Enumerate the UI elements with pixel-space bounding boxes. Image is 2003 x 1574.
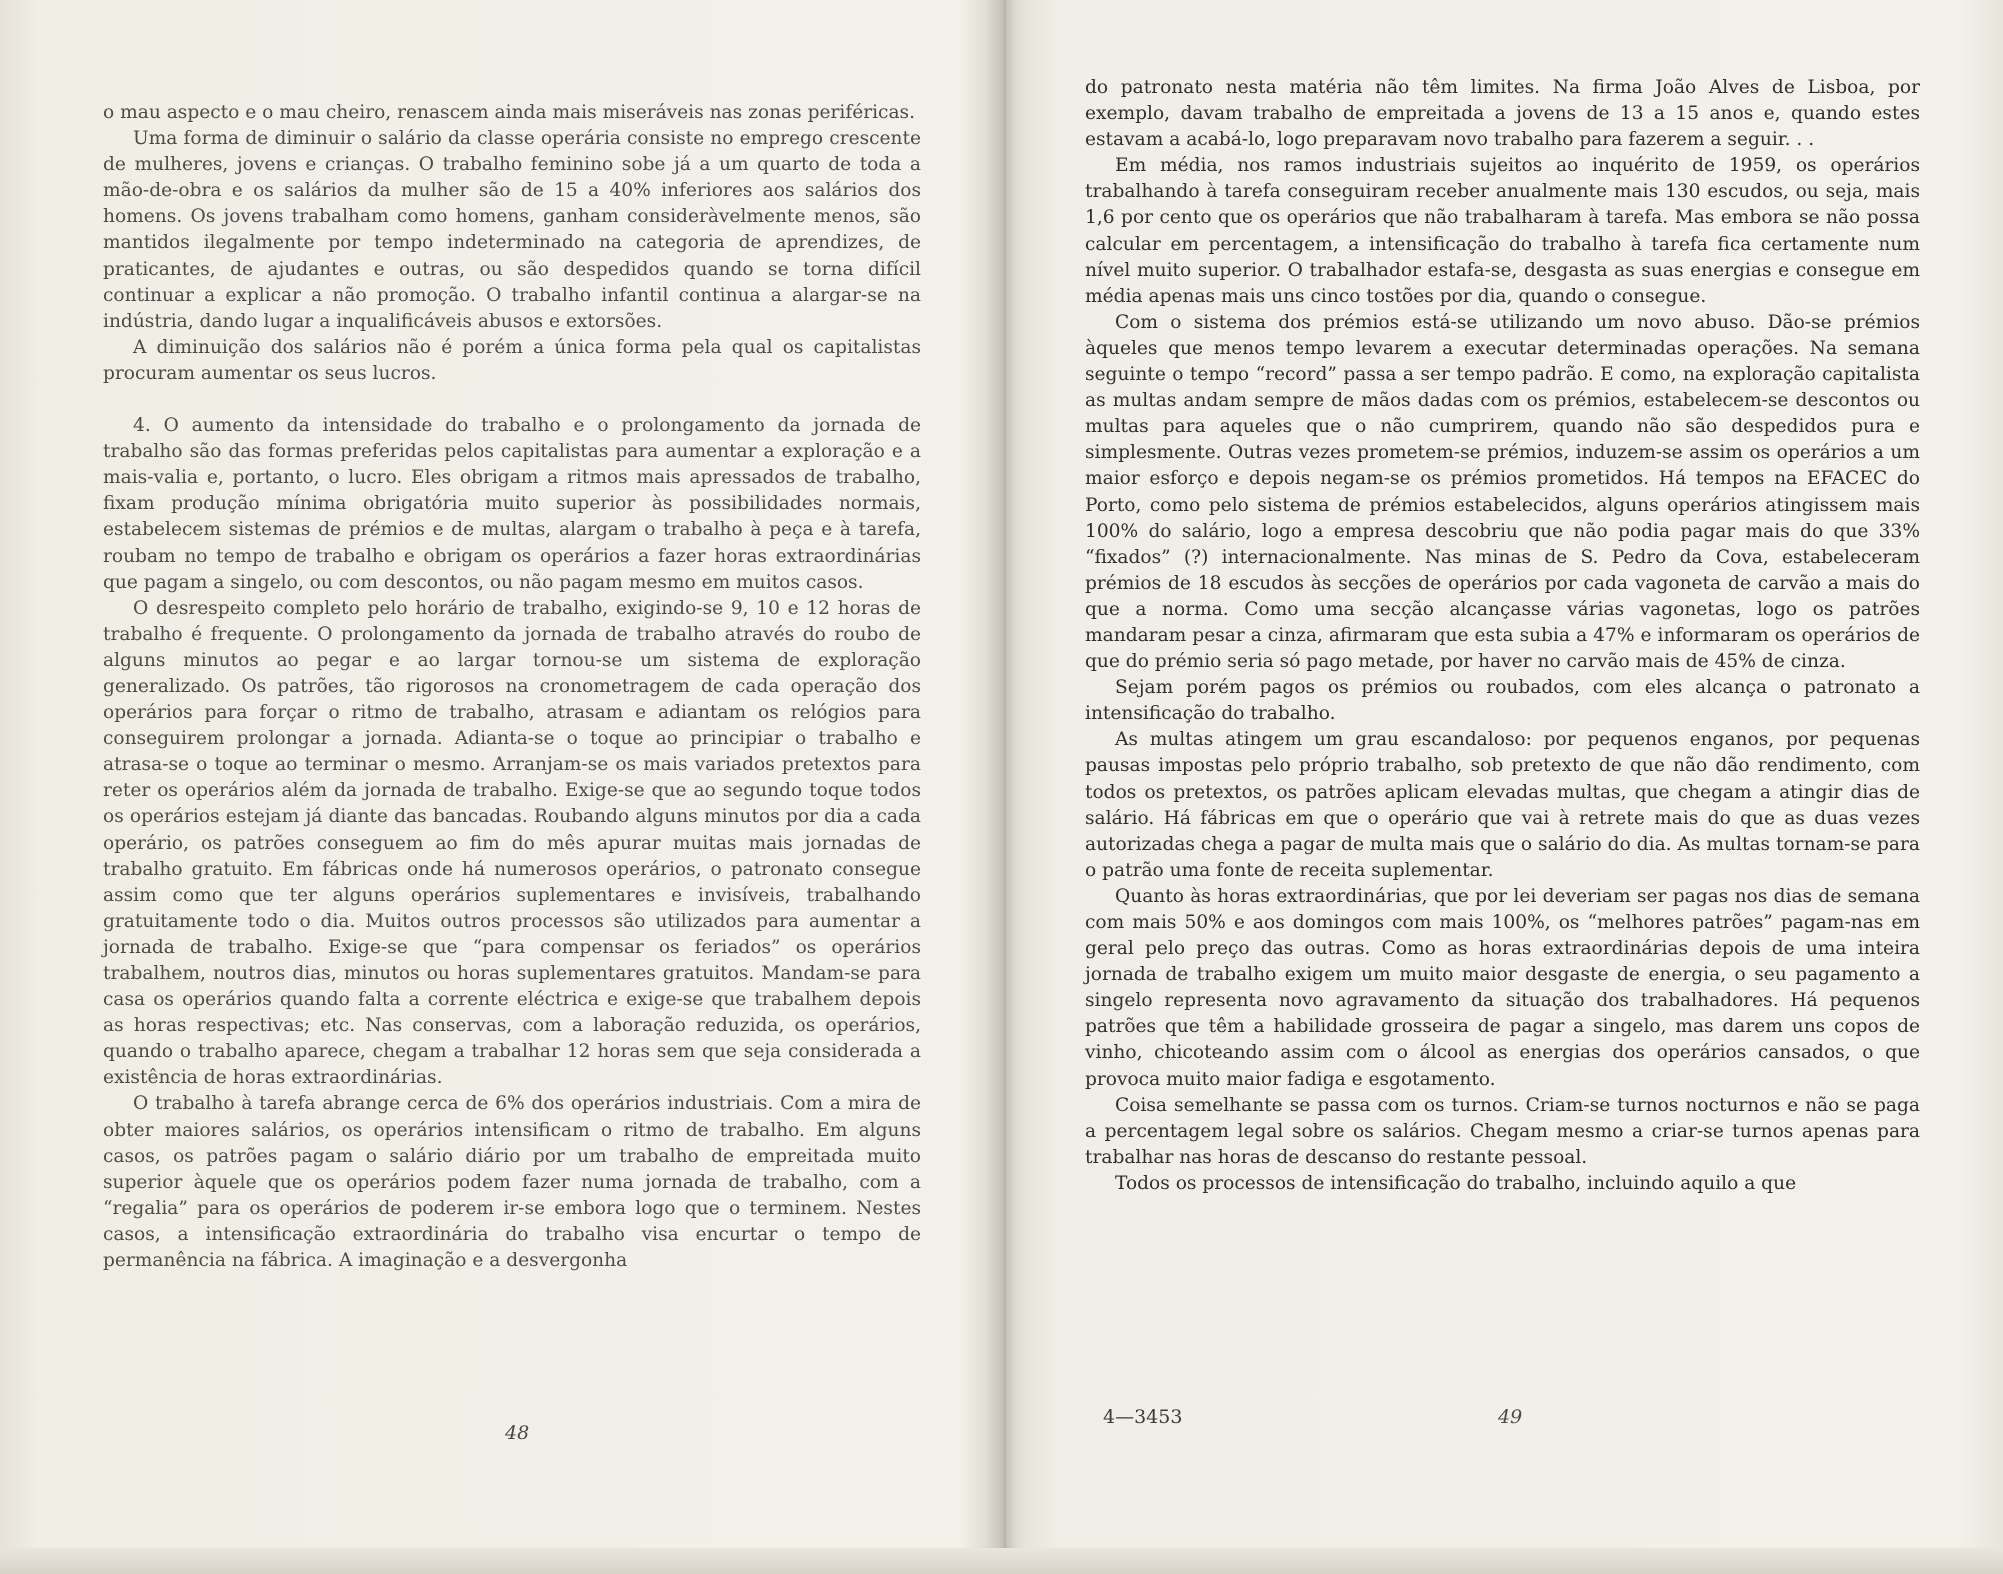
page-edge xyxy=(0,1548,2003,1574)
paragraph: Uma forma de diminuir o salário da classe operária consiste no emprego crescente de mulheres, jovens e crianças. O trabalho feminino sobe já a um quarto de toda a mão-de-obra e os salários da mulher são de 15 a 40% inferiores aos salários dos homens. Os jovens trabalham como homens, ganham consideràvelmente menos, são mantidos ilegalmente por tempo indeterminado na categoria de aprendizes, de praticantes, de ajudantes e outras, ou são despedidos quando se torna difícil continuar a explicar a não promoção. O trabalho infantil continua a alargar-se na indústria, dando lugar a inqualificáveis abusos e extorsões. xyxy=(103,128,921,332)
paragraph: Sejam porém pagos os prémios ou roubados, com eles alcança o patronato a intensificação do trabalho. xyxy=(1085,677,1920,725)
page-number: 48 xyxy=(505,1422,530,1444)
page-number: 49 xyxy=(1498,1406,1523,1428)
signature-mark: 4—3453 xyxy=(1103,1406,1183,1428)
left-page-text xyxy=(103,100,921,1274)
paragraph: O desrespeito completo pelo horário de trabalho, exigindo-se 9, 10 e 12 horas de trabalho é frequente. O prolongamento da jornada de trabalho através do roubo de alguns minutos ao pegar e ao largar tornou-se um sistema de exploração generalizado. Os patrões, tão rigorosos na cronometragem de cada operação dos operários para forçar o ritmo de trabalho, atrasam e adiantam os relógios para conseguirem prolongar a jornada. Adianta-se o toque ao principiar o trabalho e atrasa-se o toque ao terminar o mesmo. Arranjam-se os mais variados pretextos para reter os operários além da jornada de trabalho. Exige-se que ao segundo toque todos os operários estejam já diante das bancadas. Roubando alguns minutos por dia a cada operário, os patrões conseguem ao fim do mês apurar muitas mais jornadas de trabalho gratuito. Em fábricas onde há numerosos operários, o patronato consegue assim como que ter alguns operários suplementares e invisíveis, trabalhando gratuitamente todo o dia. Muitos outros processos são utilizados para aumentar a jornada de trabalho. Exige-se que “para compensar os feriados” os operários trabalhem, noutros dias, minutos ou horas suplementares gratuitos. Mandam-se para casa os operários quando falta a corrente eléctrica e exige-se que trabalhem depois as horas respectivas; etc. Nas conservas, com a laboração reduzida, os operários, quando o trabalho aparece, chegam a trabalhar 12 horas sem que seja considerada a existência de horas extraordinárias. xyxy=(103,597,921,1089)
paragraph: A diminuição dos salários não é porém a única forma pela qual os capitalistas procuram aumentar os seus lucros. xyxy=(103,336,921,384)
paragraph: Coisa semelhante se passa com os turnos. Criam-se turnos nocturnos e não se paga a percentagem legal sobre os salários. Chegam mesmo a criar-se turnos apenas para trabalhar nas horas de descanso do restante pessoal. xyxy=(1085,1094,1920,1168)
paragraph: As multas atingem um grau escandaloso: por pequenos enganos, por pequenas pausas impostas pelo próprio trabalho, sob pretexto de que não dão rendimento, com todos os pretextos, os patrões aplicam elevadas multas, que chegam a atingir dias de salário. Há fábricas em que o operário que vai à retrete mais do que as duas vezes autorizadas chega a pagar de multa mais que o salário do dia. As multas tornam-se para o patrão uma fonte de receita suplementar. xyxy=(1085,729,1920,881)
right-page xyxy=(1003,0,2003,1574)
paragraph: Quanto às horas extraordinárias, que por lei deveriam ser pagas nos dias de semana com mais 50% e aos domingos com mais 100%, os “melhores patrões” pagam-nas em geral pelo preço das outras. Como as horas extraordinárias depois de uma inteira jornada de trabalho exigem um muito maior desgaste de energia, o seu pagamento a singelo representa novo agravamento da situação dos trabalhadores. Há pequenos patrões que têm a habilidade grosseira de pagar a singelo, mas darem uns copos de vinho, chicoteando assim com o álcool as energias dos operários cansados, o que provoca muito maior fadiga e esgotamento. xyxy=(1085,885,1920,1090)
paragraph: O trabalho à tarefa abrange cerca de 6% dos operários industriais. Com a mira de obter maiores salários, os operários intensificam o ritmo de trabalho. Em alguns casos, os patrões pagam o salário diário por um trabalho de empreitada muito superior àquele que os operários podem fazer numa jornada de trabalho, com a “regalia” para os operários de poderem ir-se embora logo que o terminem. Nestes casos, a intensificação extraordinária do trabalho visa encurtar o tempo de permanência na fábrica. A imaginação e a desvergonha xyxy=(103,1093,921,1272)
paragraph: do patronato nesta matéria não têm limites. Na firma João Alves de Lisboa, por exemplo, davam trabalho de empreitada a jovens de 13 a 15 anos e, quando estes estavam a acabá-lo, logo preparavam novo trabalho para fazerem a seguir. . . xyxy=(1085,77,1920,151)
paragraph: Com o sistema dos prémios está-se utilizando um novo abuso. Dão-se prémios àqueles que menos tempo levarem a executar determinadas operações. Na semana seguinte o tempo “record” passa a ser tempo padrão. E como, na exploração capitalista as multas andam sempre de mãos dadas com os prémios, estabelecem-se descontos ou multas para aqueles que o não cumprirem, quando não são despedidos pura e simplesmente. Outras vezes prometem-se prémios, induzem-se assim os operários a um maior esforço e depois negam-se os prémios prometidos. Há tempos na EFACEC do Porto, como pelo sistema de prémios estabelecidos, alguns operários atingissem mais 100% do salário, logo a empresa descobriu que não podia pagar mais do que 33% “fixados” (?) internacionalmente. Nas minas de S. Pedro da Cova, estabeleceram prémios de 18 escudos às secções de operários por cada vagoneta de carvão a mais do que a norma. Como uma secção alcançasse várias vagonetas, logo os patrões mandaram pesar a cinza, afirmaram que esta subia a 47% e informaram os operários de que do prémio seria só pago metade, por haver no carvão mais de 45% de cinza. xyxy=(1085,311,1920,673)
section-4-paragraph: 4. O aumento da intensidade do trabalho e o prolongamento da jornada de trabalho são das formas preferidas pelos capitalistas para aumentar a exploração e a mais-valia e, portanto, o lucro. Eles obrigam a ritmos mais apressados de trabalho, fixam produção mínima obrigatória muito superior às possibilidades normais, estabelecem sistemas de prémios e de multas, alargam o trabalho à peça e à tarefa, roubam no tempo de trabalho e obrigam os operários a fazer horas extraordinárias que pagam a singelo, ou com descontos, ou não pagam mesmo em muitos casos. xyxy=(103,415,921,593)
right-page-text xyxy=(1085,75,1920,1197)
paragraph: Em média, nos ramos industriais sujeitos ao inquérito de 1959, os operários trabalhando à tarefa conseguiram receber anualmente mais 130 escudos, ou seja, mais 1,6 por cento que os operários que não trabalharam à tarefa. Mas embora se não possa calcular em percentagem, a intensificação do trabalho à tarefa fica certamente num nível muito superior. O trabalhador estafa-se, desgasta as suas energias e consegue em média apenas mais uns cinco tostões por dia, quando o consegue. xyxy=(1085,155,1920,307)
paragraph: Todos os processos de intensificação do trabalho, incluindo aquilo a que xyxy=(1115,1172,1797,1194)
paragraph: o mau aspecto e o mau cheiro, renascem ainda mais miseráveis nas zonas periféricas. xyxy=(103,102,916,123)
